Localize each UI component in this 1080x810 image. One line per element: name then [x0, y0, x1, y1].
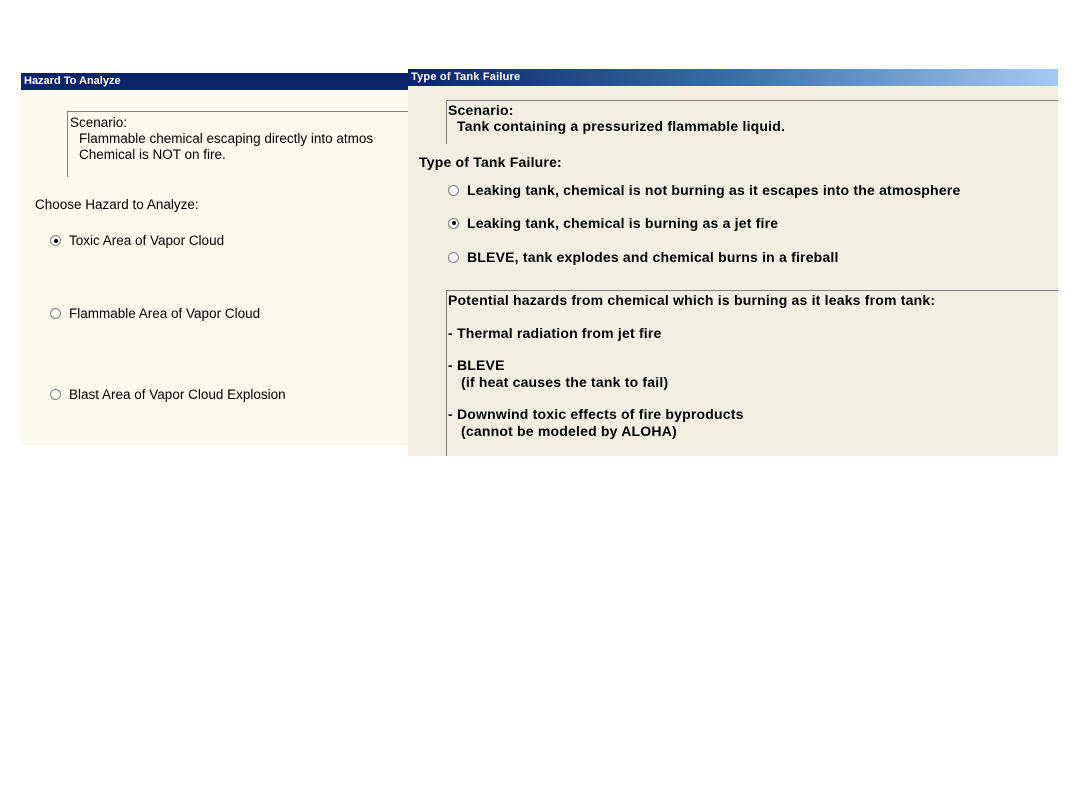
tank-failure-type-label: Type of Tank Failure:: [419, 154, 562, 170]
radio-selected-icon[interactable]: [448, 218, 459, 229]
tank-scenario-heading: Scenario:: [448, 102, 514, 118]
hazard-scenario-line1: Flammable chemical escaping directly into atmos: [79, 131, 374, 146]
option-flammable-area[interactable]: [50, 306, 260, 321]
option-flammable-area-label: Flammable Area of Vapor Cloud: [69, 306, 261, 321]
hazard-scenario-line2: Chemical is NOT on fire.: [79, 147, 226, 162]
hazard-thermal-radiation: - Thermal radiation from jet fire: [448, 325, 662, 341]
radio-unselected-icon[interactable]: [448, 252, 459, 263]
option-bleve-fireball[interactable]: [448, 249, 839, 265]
option-toxic-area-label: Toxic Area of Vapor Cloud: [69, 233, 225, 248]
radio-selected-icon[interactable]: [50, 235, 61, 246]
hazard-toxic-byproducts: - Downwind toxic effects of fire byproducts: [448, 406, 744, 422]
hazard-window-title: Hazard To Analyze: [21, 73, 410, 90]
hazard-scenario-heading: Scenario:: [70, 115, 128, 130]
hazard-scenario-box: [67, 111, 410, 177]
potential-hazards-box: [446, 290, 1058, 456]
choose-hazard-label: Choose Hazard to Analyze:: [35, 197, 199, 212]
option-leaking-jet-fire-label: Leaking tank, chemical is burning as a jet fire: [467, 215, 779, 231]
hazard-bleve: - BLEVE: [448, 357, 505, 373]
option-bleve-fireball-label: BLEVE, tank explodes and chemical burns in a fireball: [467, 249, 839, 265]
type-of-tank-failure-window: [408, 69, 1058, 456]
radio-unselected-icon[interactable]: [448, 185, 459, 196]
hazard-bleve-note: (if heat causes the tank to fail): [461, 374, 669, 390]
option-toxic-area[interactable]: [50, 233, 224, 248]
option-blast-area-label: Blast Area of Vapor Cloud Explosion: [69, 387, 286, 402]
tank-scenario-box: [446, 100, 1058, 144]
radio-unselected-icon[interactable]: [50, 389, 61, 400]
option-leaking-not-burning[interactable]: [448, 182, 960, 198]
tank-scenario-line1: Tank containing a pressurized flammable liquid.: [457, 118, 786, 134]
potential-hazards-heading: Potential hazards from chemical which is burning as it leaks from tank:: [448, 292, 936, 308]
option-leaking-jet-fire[interactable]: [448, 215, 778, 231]
radio-unselected-icon[interactable]: [50, 308, 61, 319]
tank-window-title: Type of Tank Failure: [408, 69, 1058, 86]
hazard-toxic-byproducts-note: (cannot be modeled by ALOHA): [461, 423, 677, 439]
hazard-to-analyze-window: [21, 73, 410, 445]
option-leaking-not-burning-label: Leaking tank, chemical is not burning as it escapes into the atmosphere: [467, 182, 961, 198]
option-blast-area[interactable]: [50, 387, 286, 402]
